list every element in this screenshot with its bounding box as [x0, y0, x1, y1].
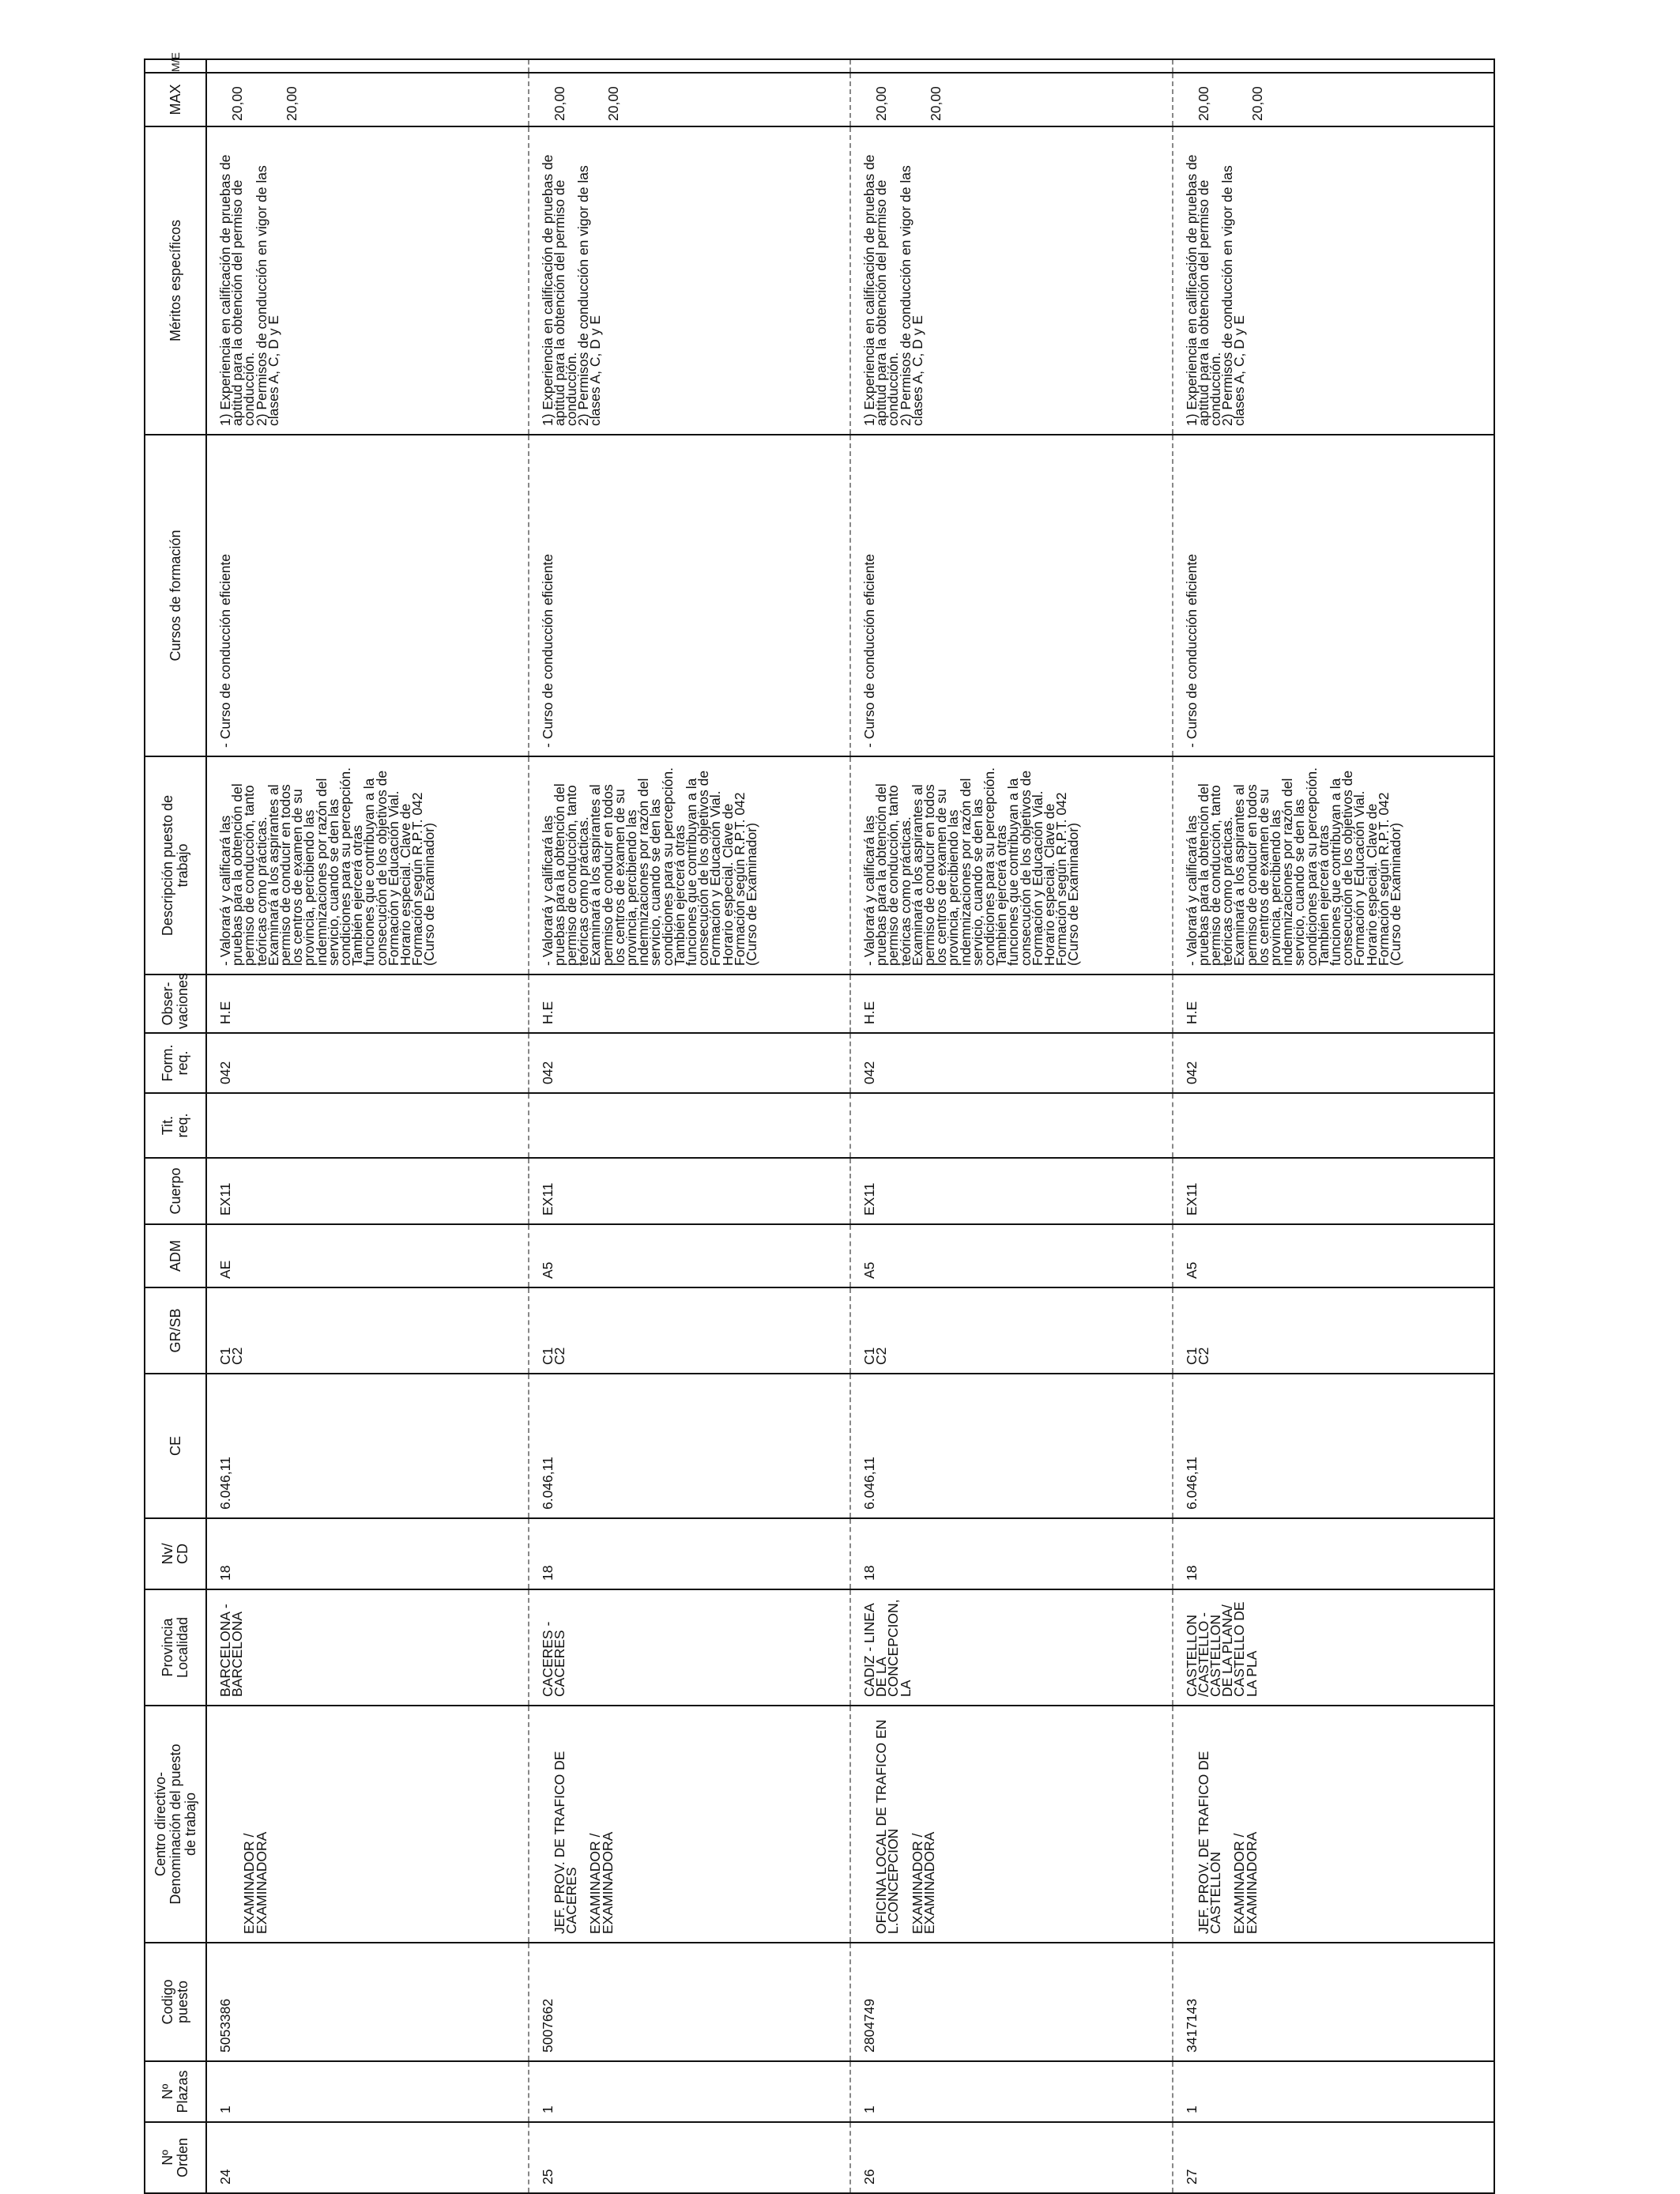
- header-descripcion: Descripción puesto de trabajo: [145, 756, 206, 974]
- header-row: [145, 59, 206, 2193]
- cell-ce: 6.046,11: [529, 1374, 851, 1518]
- cell-provincia: BARCELONA - BARCELONA: [206, 1589, 529, 1706]
- cell-observaciones: H.E: [1173, 974, 1495, 1033]
- cell-ce: 6.046,11: [850, 1374, 1173, 1518]
- cell-codigo: 5007662: [529, 1943, 851, 2061]
- table-row: [206, 59, 529, 2193]
- cell-me: [850, 59, 1173, 73]
- cell-max: [529, 73, 851, 126]
- cell-titreq: [206, 1093, 529, 1158]
- cell-puesto: EXAMINADOR / EXAMINADORA: [1231, 1831, 1260, 1934]
- cell-titreq: [850, 1093, 1173, 1158]
- cell-observaciones: H.E: [850, 974, 1173, 1033]
- cell-titreq: [1173, 1093, 1495, 1158]
- header-plazas: Nº Plazas: [145, 2061, 206, 2122]
- cell-codigo: 2804749: [850, 1943, 1173, 2061]
- cell-codigo: 3417143: [1173, 1943, 1495, 2061]
- cell-puesto: EXAMINADOR / EXAMINADORA: [587, 1831, 616, 1934]
- header-cursos: Cursos de formación: [145, 435, 206, 756]
- cell-max: [1173, 73, 1495, 126]
- cell-codigo: 5053386: [206, 1943, 529, 2061]
- cell-cursos: - Curso de conducción eficiente: [1173, 435, 1495, 756]
- cell-observaciones: H.E: [529, 974, 851, 1033]
- cell-plazas: 1: [206, 2061, 529, 2122]
- cell-plazas: 1: [529, 2061, 851, 2122]
- cell-formreq: 042: [850, 1033, 1173, 1093]
- cell-cursos: - Curso de conducción eficiente: [529, 435, 851, 756]
- cell-descripcion: - Valorará y calificará las pruebas para la obtención del permiso de conducción, tanto teóricas como prácticas. Examinará a los aspirantes al permiso de conducir en todos los centros de examen de su provincia, percibiendo las indemnizaciones por razón del servicio, cuando se den las condiciones para su percepción. También ejercerá otras funciones que contribuyan a la consecución de los objetivos de Formación y Educación Vial. Horario especial. Clave de Formación según R.P.T. 042 (Curso de Examinador): [529, 756, 851, 974]
- cell-provincia: CADIZ - LINEA DE LA CONCEPCION, LA: [850, 1589, 1173, 1706]
- cell-adm: A5: [850, 1224, 1173, 1287]
- cell-centro-directivo: JEF. PROV. DE TRAFICO DE CACERES: [551, 1751, 579, 1934]
- header-orden: Nº Orden: [145, 2122, 206, 2193]
- cell-adm: A5: [1173, 1224, 1495, 1287]
- cell-puesto: EXAMINADOR / EXAMINADORA: [241, 1831, 269, 1934]
- cell-centro-puesto: [1173, 1706, 1495, 1943]
- cell-nivel: 18: [1173, 1518, 1495, 1589]
- header-titreq: Tit. req.: [145, 1093, 206, 1158]
- cell-descripcion: - Valorará y calificará las pruebas para la obtención del permiso de conducción, tanto teóricas como prácticas. Examinará a los aspirantes al permiso de conducir en todos los centros de examen de su provincia, percibiendo las indemnizaciones por razón del servicio, cuando se den las condiciones para su percepción. También ejercerá otras funciones que contribuyan a la consecución de los objetivos de Formación y Educación Vial. Horario especial. Clave de Formación según R.P.T. 042 (Curso de Examinador): [1173, 756, 1495, 974]
- cell-nivel: 18: [850, 1518, 1173, 1589]
- header-formreq: Form. req.: [145, 1033, 206, 1093]
- cell-max: [206, 73, 529, 126]
- cell-centro-puesto: [529, 1706, 851, 1943]
- cell-plazas: 1: [1173, 2061, 1495, 2122]
- cell-max-first: 20,00: [1195, 86, 1211, 121]
- cell-adm: A5: [529, 1224, 851, 1287]
- table-row: [1173, 59, 1495, 2193]
- cell-descripcion: - Valorará y calificará las pruebas para la obtención del permiso de conducción, tanto teóricas como prácticas. Examinará a los aspirantes al permiso de conducir en todos los centros de examen de su provincia, percibiendo las indemnizaciones por razón del servicio, cuando se den las condiciones para su percepción. También ejercerá otras funciones que contribuyan a la consecución de los objetivos de Formación y Educación Vial. Horario especial. Clave de Formación según R.P.T. 042 (Curso de Examinador): [206, 756, 529, 974]
- cell-observaciones: H.E: [206, 974, 529, 1033]
- rotated-table-page: [144, 52, 1495, 2194]
- table-row: [529, 59, 851, 2193]
- cell-adm: AE: [206, 1224, 529, 1287]
- cell-meritos: 1) Experiencia en calificación de pruebas de aptitud para la obtención del permiso de conducción. 2) Permisos de conducción en vigor de las clases A, C, D y E: [850, 126, 1173, 435]
- header-ce: CE: [145, 1374, 206, 1518]
- cell-orden: 27: [1173, 2122, 1495, 2193]
- cell-centro-directivo: JEF. PROV. DE TRAFICO DE CASTELLON: [1195, 1751, 1223, 1934]
- cell-puesto: EXAMINADOR / EXAMINADORA: [909, 1831, 938, 1934]
- cell-descripcion: - Valorará y calificará las pruebas para la obtención del permiso de conducción, tanto teóricas como prácticas. Examinará a los aspirantes al permiso de conducir en todos los centros de examen de su provincia, percibiendo las indemnizaciones por razón del servicio, cuando se den las condiciones para su percepción. También ejercerá otras funciones que contribuyan a la consecución de los objetivos de Formación y Educación Vial. Horario especial. Clave de Formación según R.P.T. 042 (Curso de Examinador): [850, 756, 1173, 974]
- cell-meritos: 1) Experiencia en calificación de pruebas de aptitud para la obtención del permiso de conducción. 2) Permisos de conducción en vigor de las clases A, C, D y E: [206, 126, 529, 435]
- cell-ce: 6.046,11: [206, 1374, 529, 1518]
- table-body: [206, 59, 1494, 2193]
- cell-max: [850, 73, 1173, 126]
- cell-me: [206, 59, 529, 73]
- cell-formreq: 042: [529, 1033, 851, 1093]
- cell-grsb: C1 C2: [529, 1287, 851, 1374]
- cell-plazas: 1: [850, 2061, 1173, 2122]
- cell-cuerpo: EX11: [529, 1158, 851, 1224]
- cell-cursos: - Curso de conducción eficiente: [850, 435, 1173, 756]
- cell-cursos: - Curso de conducción eficiente: [206, 435, 529, 756]
- cell-grsb: C1 C2: [850, 1287, 1173, 1374]
- cell-max-second: 20,00: [927, 86, 944, 121]
- header-nivel: Nv/ CD: [145, 1518, 206, 1589]
- cell-grsb: C1 C2: [1173, 1287, 1495, 1374]
- header-adm: ADM: [145, 1224, 206, 1287]
- cell-meritos: 1) Experiencia en calificación de pruebas de aptitud para la obtención del permiso de conducción. 2) Permisos de conducción en vigor de las clases A, C, D y E: [529, 126, 851, 435]
- header-grsb: GR/SB: [145, 1287, 206, 1374]
- cell-cuerpo: EX11: [850, 1158, 1173, 1224]
- cell-max-second: 20,00: [1249, 86, 1266, 121]
- positions-table: [144, 52, 1495, 2194]
- cell-centro-puesto: [850, 1706, 1173, 1943]
- cell-max-second: 20,00: [605, 86, 622, 121]
- cell-nivel: 18: [206, 1518, 529, 1589]
- cell-formreq: 042: [1173, 1033, 1495, 1093]
- cell-centro-directivo: OFICINA LOCAL DE TRAFICO EN L.CONCEPCION: [873, 1719, 902, 1934]
- cell-orden: 25: [529, 2122, 851, 2193]
- cell-orden: 26: [850, 2122, 1173, 2193]
- cell-orden: 24: [206, 2122, 529, 2193]
- header-provincia: Provincia Localidad: [145, 1589, 206, 1706]
- table-header: [145, 52, 206, 2193]
- header-codigo: Codigo puesto: [145, 1943, 206, 2061]
- table-row: [850, 59, 1173, 2193]
- cell-formreq: 042: [206, 1033, 529, 1093]
- cell-nivel: 18: [529, 1518, 851, 1589]
- header-me: M/E: [145, 59, 206, 73]
- header-centro: Centro directivo- Denominación del puesto de trabajo: [145, 1706, 206, 1943]
- cell-me: [529, 59, 851, 73]
- cell-meritos: 1) Experiencia en calificación de pruebas de aptitud para la obtención del permiso de conducción. 2) Permisos de conducción en vigor de las clases A, C, D y E: [1173, 126, 1495, 435]
- header-observaciones: Obser- vaciones: [145, 974, 206, 1033]
- cell-centro-puesto: [206, 1706, 529, 1943]
- cell-ce: 6.046,11: [1173, 1374, 1495, 1518]
- cell-max-first: 20,00: [551, 86, 567, 121]
- header-meritos: Méritos específicos: [145, 126, 206, 435]
- cell-max-first: 20,00: [229, 86, 246, 121]
- cell-provincia: CACERES - CACERES: [529, 1589, 851, 1706]
- header-cuerpo: Cuerpo: [145, 1158, 206, 1224]
- cell-grsb: C1 C2: [206, 1287, 529, 1374]
- cell-cuerpo: EX11: [1173, 1158, 1495, 1224]
- cell-max-second: 20,00: [283, 86, 299, 121]
- header-max: MAX: [145, 73, 206, 126]
- cell-me: [1173, 59, 1495, 73]
- cell-cuerpo: EX11: [206, 1158, 529, 1224]
- cell-provincia: CASTELLON /CASTELLO - CASTELLON DE LA PLANA/ CASTELLO DE LA PLA: [1173, 1589, 1495, 1706]
- cell-titreq: [529, 1093, 851, 1158]
- cell-max-first: 20,00: [873, 86, 890, 121]
